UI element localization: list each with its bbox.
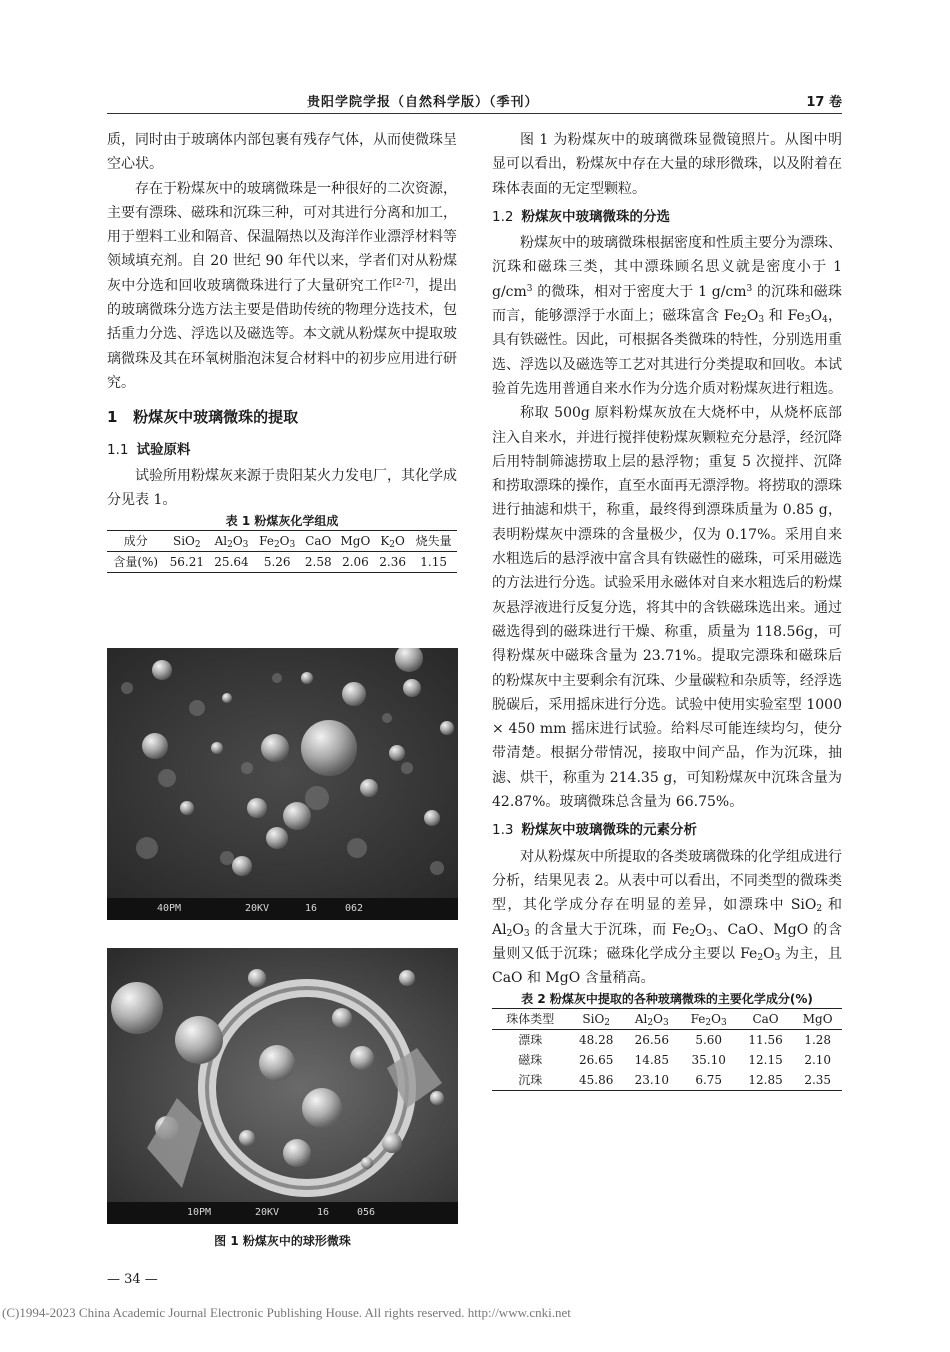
paragraph: 质，同时由于玻璃体内部包裹有残存气体，从而使微珠呈空心状。	[107, 132, 457, 173]
journal-title: 贵阳学院学报（自然科学版）（季刊）	[307, 95, 539, 110]
page-number: — 34 —	[107, 1272, 158, 1287]
paragraph: 试验所用粉煤灰来源于贵阳某火力发电厂，其化学成分见表 1。	[107, 467, 457, 509]
table-caption: 表 2 粉煤灰中提取的各种玻璃微珠的主要化学成分(%)	[521, 992, 813, 1007]
paragraph: 粉煤灰中的玻璃微珠根据密度和性质主要分为漂珠、沉珠和磁珠三类，其中漂珠顾名思义就是密度小于 1 $g/cm^3$ 的微珠，相对于密度大于 1 $g/cm^3$ 的沉珠和磁珠而言，能够漂浮于水面上；磁珠富含 $Fe_2O_3$ 和 $Fe_3O_4$，具有铁磁性。因此，可根据各类微珠的特性，分别选用重选、浮选以及磁选等工艺对其进行分类提取和回收。本试验首先选用普通自来水作为分选介质对粉煤灰进行粗选。	[492, 235, 842, 397]
copyright-footer: (C)1994-2023 China Academic Journal Electronic Publishing House. All rights reserved. http://www.cnki.net	[2, 1305, 571, 1320]
table-row: 漂珠 48.28 26.56 5.60 11.56 1.28	[518, 1033, 832, 1048]
left-column	[107, 128, 457, 573]
running-header	[107, 88, 842, 114]
table-fly-ash-composition	[107, 530, 457, 573]
sem-micrograph-bottom	[107, 948, 458, 1224]
sem-info-bar: 40PM 20KV 16 062	[107, 898, 458, 920]
voltage-label: 20KV	[245, 903, 270, 914]
sem-micrograph-top	[107, 648, 458, 920]
paragraph: 对从粉煤灰中所提取的各类玻璃微珠的化学组成进行分析，结果见表 2。从表中可以看出，不同类型的微珠类型，其化学成分存在明显的差异，如漂珠中 SiO$_2$ 和 $Al_2O_3$ 的含量大于沉珠，而 $Fe_2O_3$、CaO、MgO 的含量则又低于沉珠；磁珠化学成分主要以 $Fe_2O_3$ 为主，且 CaO 和 MgO 含量稍高。	[492, 848, 843, 987]
right-column	[492, 128, 842, 1091]
subsection-heading: 1.1 试验原料	[107, 441, 191, 458]
table-header-row: 珠体类型 SiO$_2$ $Al_2O_3$ $Fe_2O_3$ CaO MgO	[492, 1009, 842, 1030]
scale-label: 10PM	[187, 1207, 212, 1218]
table-row: 沉珠 45.86 23.10 6.75 12.85 2.35	[492, 1070, 842, 1091]
paragraph: 存在于粉煤灰中的玻璃微珠是一种很好的二次资源，主要有漂珠、磁珠和沉珠三种，可对其进行分离和加工，用于塑料工业和隔音、保温隔热以及海洋作业漂浮材料等领域填充剂。自 20 世纪 90 年代以来，学者们对从粉煤灰中分选和回收玻璃微珠进行了大量研究工作[2-7]，提出的玻璃微珠分选方法主要是借助传统的物理分选技术，包括重力分选、浮选以及磁选等。本文就从粉煤灰中提取玻璃微珠及其在环氧树脂泡沫复合材料中的初步应用进行研究。	[107, 180, 458, 391]
paragraph: 图 1 为粉煤灰中的玻璃微珠显微镜照片。从图中明显可以看出，粉煤灰中存在大量的球形微珠，以及附着在珠体表面的无定型颗粒。	[492, 132, 842, 197]
table-row: 含量(%) 56.21 25.64 5.26 2.58 2.06 2.36 1.15	[107, 552, 457, 573]
section-heading: 1 粉煤灰中玻璃微珠的提取	[107, 408, 299, 427]
table-microsphere-composition	[492, 1008, 842, 1091]
volume-label: 17 卷	[806, 95, 842, 110]
sem-info-bar: 10PM 20KV 16 056	[107, 1202, 458, 1224]
subsection-heading: 1.2 粉煤灰中玻璃微珠的分选	[492, 208, 670, 225]
citation[interactable]: [2-7]	[392, 277, 415, 288]
table-caption: 表 1 粉煤灰化学组成	[225, 514, 339, 529]
subsection-heading: 1.3 粉煤灰中玻璃微珠的元素分析	[492, 822, 697, 839]
figure-caption: 图 1 粉煤灰中的球形微珠	[214, 1234, 351, 1248]
table-row: 磁珠 26.65 14.85 35.10 12.15 2.10	[518, 1053, 832, 1068]
scale-label: 40PM	[157, 903, 182, 914]
table-header-row: 成分 SiO$_2$ $Al_2O_3$ $Fe_2O_3$ CaO MgO $K_2O$ 烧失量	[107, 531, 457, 552]
paragraph: 称取 500g 原料粉煤灰放在大烧杯中，从烧杯底部注入自来水，并进行搅拌使粉煤灰颗粒充分悬浮，经沉降后用特制筛滤捞取上层的悬浮物；重复 5 次搅拌、沉降和捞取漂珠的操作，直至水面再无漂浮物。将捞取的漂珠进行抽滤和烘干，称重，最终得到漂珠质量为 0.85 g，表明粉煤灰中漂珠的含量极少，仅为 0.17%。采用自来水粗选后的悬浮液中富含具有铁磁性的磁珠，可采用磁选的方法进行分选。试验采用永磁体对自来水粗选后的粉煤灰悬浮液进行反复分选，将其中的含铁磁珠选出来。通过磁选得到的磁珠进行干燥、称重，质量为 118.56g，可得粉煤灰中磁珠含量为 23.71%。提取完漂珠和磁珠后的粉煤灰中主要剩余有沉珠、少量碳粒和杂质等，经浮选脱碳后，采用摇床进行分选。试验中使用实验室型 1000 × 450 mm 摇床进行试验。给料尽可能连续均匀，使分带清楚。根据分带情况，接取中间产品，作为沉珠，抽滤、烘干，称重为 214.35 g，可知粉煤灰中沉珠含量为 42.87%。玻璃微珠总含量为 66.75%。	[492, 405, 842, 811]
voltage-label: 20KV	[255, 1207, 280, 1218]
